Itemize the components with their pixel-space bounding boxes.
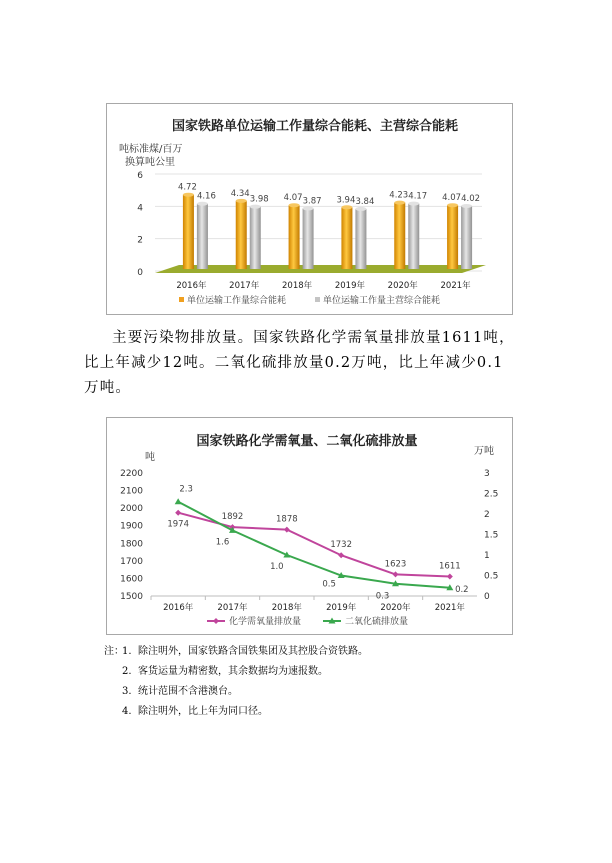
chart-title: 国家铁路单位运输工作量综合能耗、主营综合能耗	[171, 119, 459, 134]
y-axis-label-line2: 换算吨公里	[125, 157, 175, 168]
legend-label: 单位运输工作量主营综合能耗	[323, 296, 441, 306]
left-tick-label: 2100	[120, 486, 143, 497]
right-tick-label: 1.5	[484, 530, 499, 541]
left-tick-label: 1600	[120, 574, 143, 585]
y-tick-label: 2	[137, 235, 143, 246]
data-label: 1974	[167, 519, 189, 530]
x-tick-label: 2016年	[176, 281, 207, 291]
right-tick-label: 2	[484, 510, 490, 520]
data-label: 0.3	[375, 591, 390, 602]
x-tick-label: 2016年	[163, 603, 194, 613]
data-label: 4.07	[283, 193, 303, 204]
data-label: 0.5	[322, 579, 336, 590]
left-tick-label: 2200	[120, 469, 143, 479]
x-tick-label: 2017年	[217, 603, 248, 613]
bar-cap	[355, 207, 366, 211]
x-tick-label: 2021年	[434, 603, 465, 613]
data-label: 1878	[276, 514, 298, 525]
legend-label: 二氧化硫排放量	[345, 617, 409, 627]
left-tick-label: 2000	[120, 504, 143, 515]
right-axis-unit: 万吨	[474, 446, 494, 457]
bar-cap	[447, 203, 458, 207]
data-label: 4.02	[461, 194, 481, 205]
data-point	[175, 498, 182, 504]
y-tick-label: 4	[137, 203, 143, 214]
x-tick-label: 2021年	[440, 281, 471, 291]
bar-cap	[250, 205, 261, 209]
y-tick-label: 0	[137, 268, 143, 278]
bar	[236, 201, 247, 269]
notes-prefix: 注：	[104, 646, 124, 657]
data-label: 1892	[221, 512, 244, 523]
data-label: 3.84	[355, 196, 375, 207]
data-label: 4.16	[196, 191, 216, 202]
bar-cap	[236, 199, 247, 203]
bar	[447, 205, 458, 269]
left-tick-label: 1900	[120, 521, 143, 532]
note-number: 2.	[122, 666, 132, 677]
data-label: 1.6	[215, 537, 230, 548]
data-label: 1.0	[270, 562, 284, 572]
data-point	[284, 527, 290, 533]
bar	[289, 205, 300, 269]
right-tick-label: 3	[484, 469, 490, 479]
data-point	[338, 552, 344, 558]
right-tick-label: 0.5	[484, 571, 499, 582]
legend-swatch	[179, 297, 184, 302]
energy-chart-svg	[107, 104, 512, 314]
bar-cap	[183, 193, 194, 197]
data-label: 1611	[439, 561, 461, 572]
x-tick-label: 2020年	[380, 603, 411, 613]
y-axis-label-line1: 吨标准煤/百万	[119, 144, 183, 155]
bar-cap	[289, 203, 300, 207]
bar	[461, 206, 472, 269]
data-label: 3.87	[302, 196, 322, 207]
x-tick-label: 2019年	[326, 603, 357, 613]
note-text: 统计范围不含港澳台。	[138, 686, 238, 697]
left-tick-label: 1800	[120, 539, 143, 550]
left-tick-label: 1700	[120, 556, 143, 567]
x-tick-label: 2018年	[282, 281, 313, 291]
bar	[303, 208, 314, 269]
notes	[104, 642, 368, 722]
note-text: 客货运量为精密数，其余数据均为速报数。	[138, 666, 328, 677]
legend-label: 单位运输工作量综合能耗	[187, 296, 287, 306]
data-label: 3.94	[336, 195, 356, 206]
data-label: 4.07	[442, 193, 462, 204]
note-text: 除注明外，比上年为同口径。	[138, 706, 268, 717]
note-number: 1.	[122, 646, 132, 657]
data-label: 4.34	[230, 188, 250, 199]
bar-cap	[197, 202, 208, 206]
left-axis-unit: 吨	[145, 452, 155, 463]
paragraph-line-2: 比上年减少12吨。二氧化硫排放量0.2万吨，比上年减少0.1	[84, 355, 504, 371]
data-point	[393, 571, 399, 577]
x-tick-label: 2017年	[229, 281, 260, 291]
bar-cap	[394, 201, 405, 205]
data-label: 0.2	[455, 584, 469, 595]
emissions-chart-svg	[107, 418, 512, 634]
energy-consumption-chart	[106, 103, 513, 315]
bar	[183, 195, 194, 269]
note-item	[104, 662, 368, 682]
x-tick-label: 2020年	[387, 281, 418, 291]
note-number: 4.	[122, 706, 132, 717]
paragraph-line-1: 主要污染物排放量。国家铁路化学需氧量排放量1611吨，	[112, 330, 515, 346]
y-tick-label: 6	[137, 171, 143, 181]
data-label: 4.17	[408, 191, 428, 202]
bar	[394, 203, 405, 269]
data-point	[175, 510, 181, 516]
legend-swatch	[315, 297, 320, 302]
bar	[355, 209, 366, 269]
bar-cap	[408, 202, 419, 206]
data-label: 1732	[330, 540, 352, 551]
bar-cap	[341, 205, 352, 209]
bar	[250, 207, 261, 269]
data-label: 1623	[384, 559, 407, 570]
right-tick-label: 2.5	[484, 489, 499, 500]
data-label: 4.72	[177, 182, 197, 193]
emissions-chart	[106, 417, 513, 635]
legend-label: 化学需氧量排放量	[229, 617, 302, 627]
chart-title: 国家铁路化学需氧量、二氧化硫排放量	[196, 434, 418, 449]
data-point	[447, 573, 453, 579]
note-item	[104, 702, 368, 722]
note-number: 3.	[122, 686, 132, 697]
x-tick-label: 2018年	[271, 603, 302, 613]
legend-marker	[213, 618, 219, 624]
bar-cap	[461, 204, 472, 208]
data-label: 3.98	[249, 194, 269, 205]
note-text: 除注明外，国家铁路含国铁集团及其控股合资铁路。	[138, 646, 368, 657]
bar-cap	[303, 206, 314, 210]
right-tick-label: 1	[484, 551, 490, 561]
bar	[197, 204, 208, 269]
note-item	[104, 682, 368, 702]
data-label: 4.23	[389, 190, 409, 201]
data-label: 2.3	[179, 484, 193, 495]
note-item	[104, 642, 368, 662]
paragraph-line-3: 万吨。	[84, 380, 132, 396]
bar	[408, 204, 419, 269]
bar	[341, 207, 352, 269]
left-tick-label: 1500	[120, 592, 143, 602]
x-tick-label: 2019年	[334, 281, 365, 291]
right-tick-label: 0	[484, 592, 490, 602]
